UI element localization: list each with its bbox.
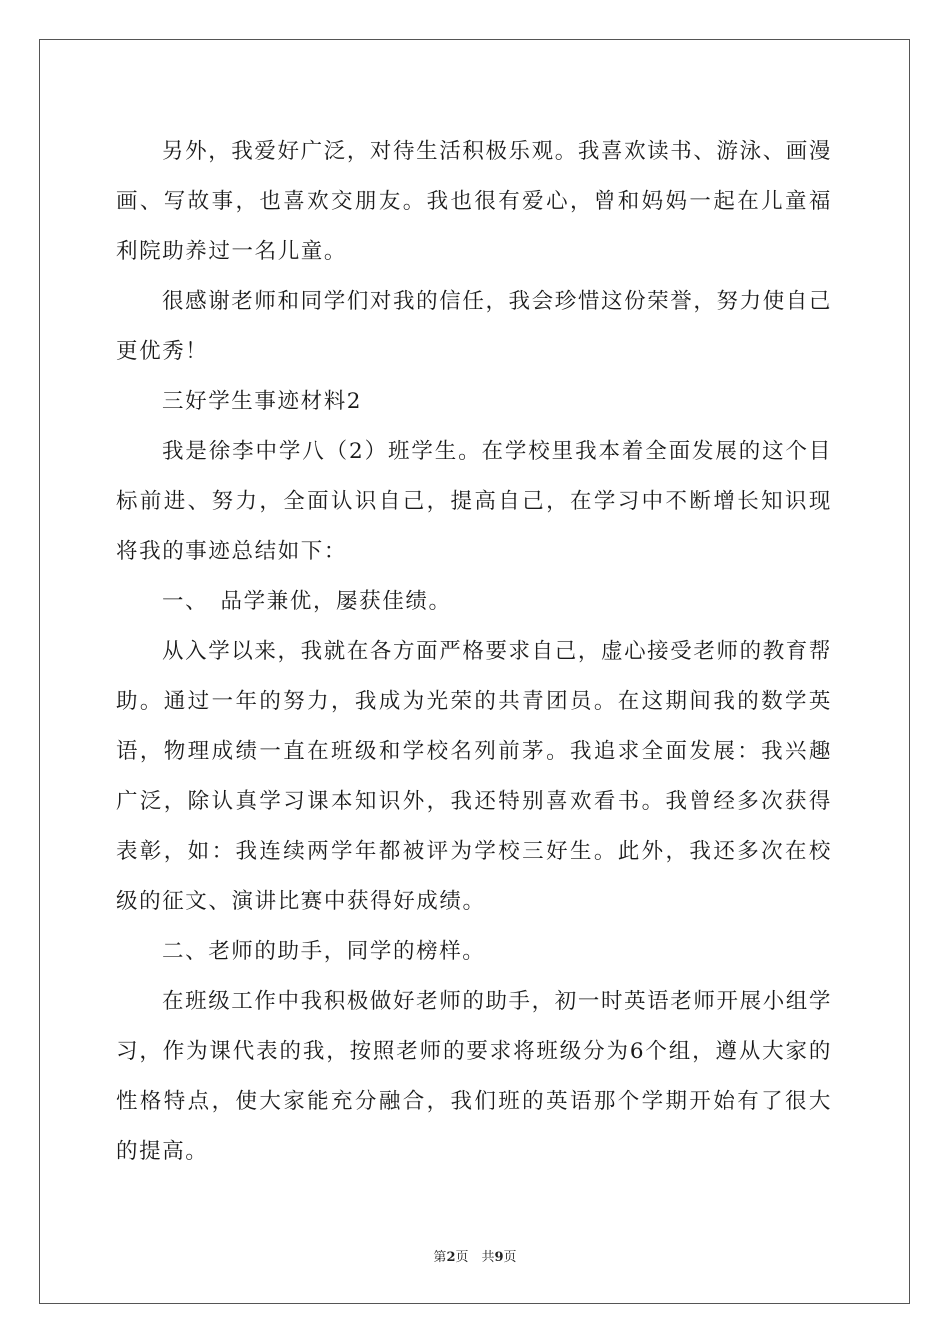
section-title: 三好学生事迹材料2 [162,389,363,414]
heading-one: 一、 品学兼优，屡获佳绩。 [162,589,452,614]
page-mid: 页 共 [455,1250,495,1265]
page-total: 9 [494,1250,504,1265]
paragraph-hobbies: 另外，我爱好广泛，对待生活积极乐观。我喜欢读书、游泳、画漫画、写故事，也喜欢交朋友。我也很有爱心，曾和妈妈一起在儿童福利院助养过一名儿童。 [116,139,832,264]
paragraph-achievements: 从入学以来，我就在各方面严格要求自己，虚心接受老师的教育帮助。通过一年的努力，我成为光荣的共青团员。在这期间我的数学英语，物理成绩一直在班级和学校名列前茅。我追求全面发展：我兴趣广泛，除认真学习课本知识外，我还特别喜欢看书。我曾经多次获得表彰，如：我连续两学年都被评为学校三好生。此外，我还多次在校级的征文、演讲比赛中获得好成绩。 [116,639,832,914]
heading-two: 二、老师的助手，同学的榜样。 [162,939,486,964]
paragraph-intro: 我是徐李中学八（2）班学生。在学校里我本着全面发展的这个目标前进、努力，全面认识自己，提高自己，在学习中不断增长知识现将我的事迹总结如下： [116,439,832,564]
paragraph-thanks: 很感谢老师和同学们对我的信任，我会珍惜这份荣誉，努力使自己更优秀！ [116,289,832,364]
page-prefix: 第 [433,1250,447,1265]
page-footer [0,1246,950,1265]
paragraph-class-work: 在班级工作中我积极做好老师的助手，初一时英语老师开展小组学习，作为课代表的我，按照老师的要求将班级分为6个组，遵从大家的性格特点，使大家能充分融合，我们班的英语那个学期开始有了很大的提高。 [116,989,832,1164]
page-suffix: 页 [503,1250,517,1265]
document-body [116,127,832,1177]
page-current: 2 [446,1250,456,1265]
